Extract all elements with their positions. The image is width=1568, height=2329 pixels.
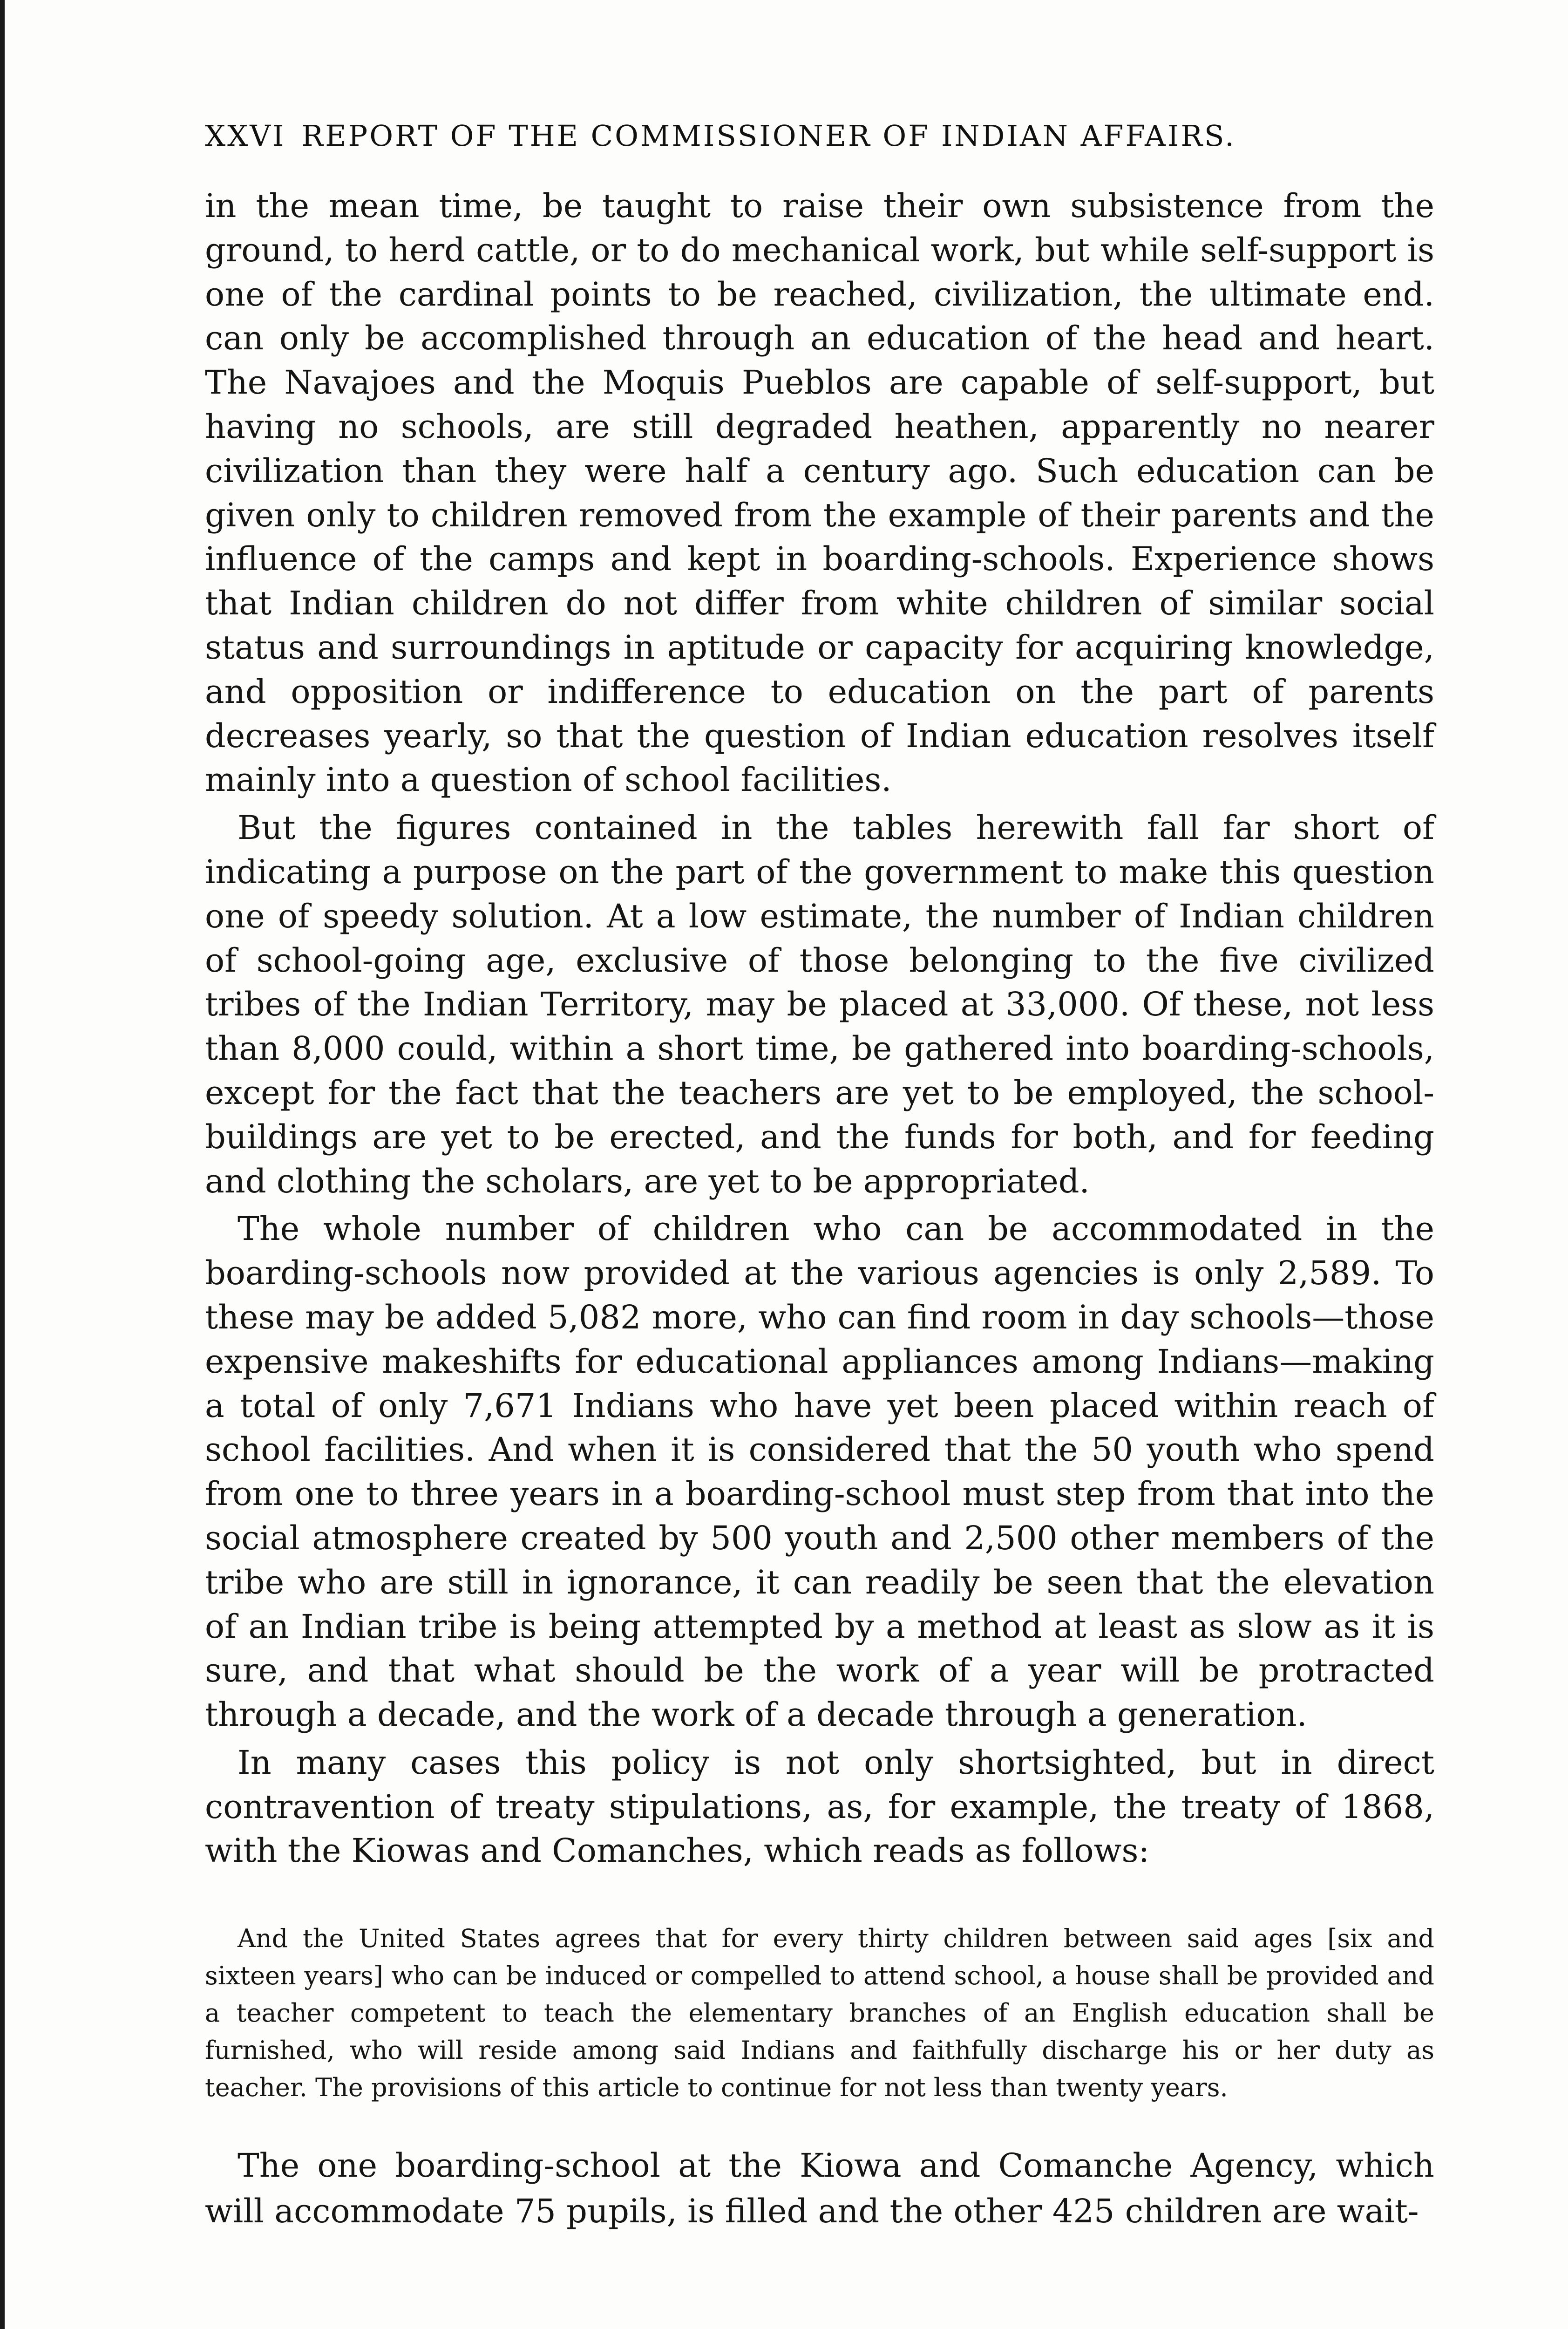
- page-number: XXVI: [205, 119, 286, 153]
- paragraph-3: The whole number of children who can be accommodated in the boarding-schools now provided at the various agencies is only 2,589. To these may be added 5,082 more, who can find room in day schools—those expensive makeshifts for educational appliances among Indians—making a total of only 7,671 Indians who have yet been placed within reach of school facilities. And when it is considered that the 50 youth who spend from one to three years in a boarding-school must step from that into the social atmosphere created by 500 youth and 2,500 other members of the tribe who are still in ignorance, it can readily be seen that the elevation of an Indian tribe is being attempted by a method at least as slow as it is sure, and that what should be the work of a year will be protracted through a decade, and the work of a decade through a generation.: [205, 1210, 1434, 1734]
- closing-paragraph: [205, 2143, 1434, 2234]
- paragraph-5: The one boarding-school at the Kiowa and Comanche Agency, which will accommodate 75 pupils, is filled and the other 425 children are wait-: [205, 2146, 1434, 2230]
- running-header: [205, 119, 1323, 153]
- paragraph-2: But the figures contained in the tables herewith fall far short of indicating a purpose on the part of the government to make this question one of speedy solution. At a low estimate, the number of Indian children of school-going age, exclusive of those belonging to the five civilized tribes of the Indian Territory, may be placed at 33,000. Of these, not less than 8,000 could, within a short time, be gathered into boarding-schools, except for the fact that the teachers are yet to be employed, the school-buildings are yet to be erected, and the funds for both, and for feeding and clothing the scholars, are yet to be appropriated.: [205, 809, 1434, 1200]
- body-text: [205, 184, 1434, 1873]
- scan-edge-left: [0, 0, 5, 2329]
- paragraph-4: In many cases this policy is not only shortsighted, but in direct contravention of treaty stipulations, as, for example, the treaty of 1868, with the Kiowas and Comanches, which reads as follows:: [205, 1743, 1434, 1870]
- paragraph-1: in the mean time, be taught to raise their own subsistence from the ground, to herd cattle, or to do mechanical work, but while self-support is one of the cardinal points to be reached, civilization, the ultimate end. can only be accomplished through an education of the head and heart. The Navajoes and the Moquis Pueblos are capable of self-support, but having no schools, are still degraded heathen, apparently no nearer civilization than they were half a century ago. Such education can be given only to children removed from the example of their parents and the influence of the camps and kept in boarding-schools. Experience shows that Indian children do not differ from white children of similar social status and surroundings in aptitude or capacity for acquiring knowledge, and opposition or indifference to education on the part of parents decreases yearly, so that the question of Indian education resolves itself mainly into a question of school facilities.: [205, 187, 1434, 799]
- running-title: REPORT OF THE COMMISSIONER OF INDIAN AFFAIRS.: [301, 119, 1236, 153]
- treaty-quotation: And the United States agrees that for every thirty children between said ages [six and sixteen years] who can be induced or compelled to attend school, a house shall be provided and a teacher competent to teach the elementary branches of an English education shall be furnished, who will reside among said Indians and faithfully discharge his or her duty as teacher. The provisions of this article to continue for not less than twenty years.: [205, 1924, 1434, 2102]
